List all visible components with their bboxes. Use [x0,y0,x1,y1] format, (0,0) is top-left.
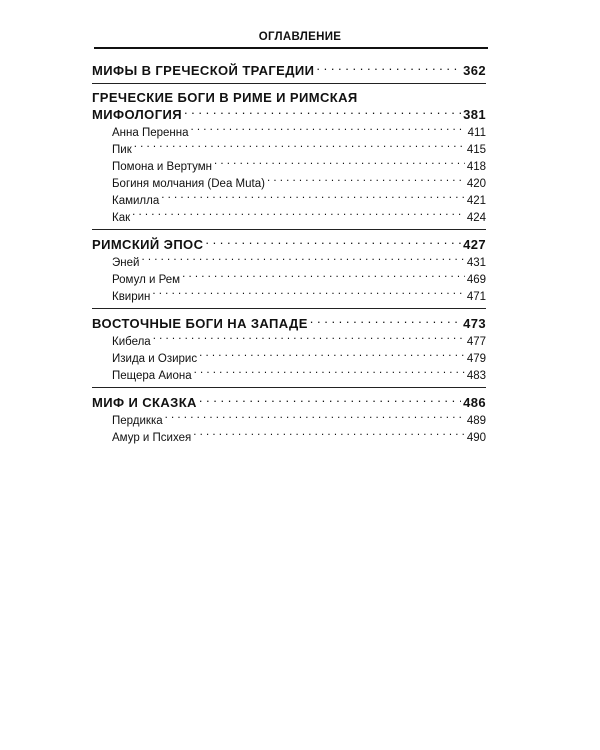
dot-leader [316,62,461,75]
dot-leader [199,350,465,362]
chapter-page-number: 473 [463,316,486,331]
toc-section [92,236,486,309]
dot-leader [194,367,465,379]
chapter-title-line: ГРЕЧЕСКИЕ БОГИ В РИМЕ И РИМСКАЯ [92,90,358,105]
toc-subentry[interactable] [92,124,486,141]
dot-leader [141,254,464,266]
dot-leader [191,124,466,136]
toc-chapter-entry[interactable] [92,394,486,412]
page-title: ОГЛАВЛЕНИЕ [258,31,342,43]
dot-leader [199,394,461,407]
toc-subentry[interactable] [92,158,486,175]
dot-leader [193,429,465,441]
toc-subentry[interactable] [92,367,486,384]
subentry-page-number: 415 [466,143,486,156]
chapter-title: РИМСКИЙ ЭПОС [92,237,204,252]
toc-section [92,315,486,388]
toc-chapter-entry[interactable] [92,315,486,333]
toc-chapter-entry[interactable] [92,62,486,80]
subentry-title: Кибела [112,335,151,348]
dot-leader [182,271,465,283]
dot-leader [267,175,465,187]
toc-subentry[interactable] [92,141,486,158]
toc-subentry[interactable] [92,429,486,446]
chapter-page-number: 362 [463,63,486,78]
toc-subentry[interactable] [92,271,486,288]
chapter-title: МИФ И СКАЗКА [92,395,197,410]
subentry-title: Богиня молчания (Dea Muta) [112,177,265,190]
chapter-page-number: 427 [463,237,486,252]
toc-subentry[interactable] [92,412,486,429]
toc-chapter-entry[interactable] [92,106,486,124]
subentry-title: Пердикка [112,414,163,427]
subentry-title: Амур и Психея [112,431,192,444]
subentry-title: Помона и Вертумн [112,160,213,173]
toc-subentry[interactable] [92,209,486,226]
subentry-page-number: 489 [466,414,486,427]
subentry-title: Ромул и Рем [112,273,181,286]
subentry-page-number: 424 [466,211,486,224]
dot-leader [153,333,465,345]
toc-subentry[interactable] [92,350,486,367]
toc-chapter-entry[interactable] [92,236,486,254]
subentry-title: Эней [112,256,140,269]
dot-leader [132,209,465,221]
subentry-page-number: 479 [466,352,486,365]
dot-leader [134,141,465,153]
subentry-title: Как [112,211,131,224]
subentry-page-number: 411 [467,126,486,139]
table-of-contents [92,62,486,455]
toc-section [92,90,486,230]
dot-leader [214,158,465,170]
toc-subentry[interactable] [92,192,486,209]
subentry-title: Анна Перенна [112,126,189,139]
subentry-page-number: 490 [466,431,486,444]
subentry-title: Пик [112,143,132,156]
toc-section [92,394,486,449]
subentry-page-number: 471 [466,290,486,303]
chapter-title: ВОСТОЧНЫЕ БОГИ НА ЗАПАДЕ [92,316,308,331]
subentry-title: Камилла [112,194,160,207]
dot-leader [152,288,464,300]
chapter-page-number: 381 [463,107,486,122]
header-rule [94,47,488,49]
subentry-title: Изида и Озирис [112,352,198,365]
dot-leader [310,315,461,328]
subentry-page-number: 469 [466,273,486,286]
toc-section [92,62,486,84]
dot-leader [184,106,461,119]
toc-subentry[interactable] [92,254,486,271]
subentry-page-number: 421 [466,194,486,207]
subentry-page-number: 483 [466,369,486,382]
toc-subentry[interactable] [92,175,486,192]
subentry-title: Пещера Аиона [112,369,192,382]
chapter-page-number: 486 [463,395,486,410]
chapter-title: МИФОЛОГИЯ [92,107,182,122]
dot-leader [205,236,461,249]
subentry-page-number: 431 [466,256,486,269]
subentry-title: Квирин [112,290,151,303]
toc-subentry[interactable] [92,333,486,350]
chapter-title: МИФЫ В ГРЕЧЕСКОЙ ТРАГЕДИИ [92,63,315,78]
dot-leader [161,192,465,204]
subentry-page-number: 477 [466,335,486,348]
subentry-page-number: 418 [466,160,486,173]
dot-leader [165,412,465,424]
subentry-page-number: 420 [466,177,486,190]
toc-subentry[interactable] [92,288,486,305]
